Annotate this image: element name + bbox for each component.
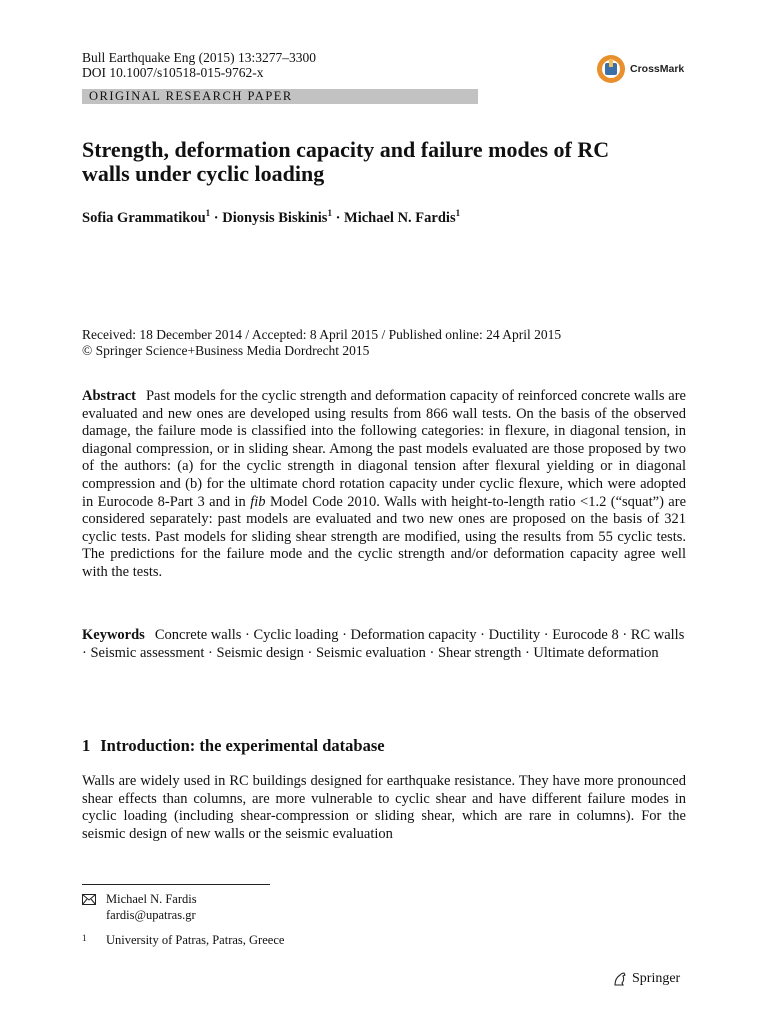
crossmark-badge[interactable] — [596, 53, 692, 85]
paper-title — [82, 138, 682, 186]
keywords-text: Concrete walls · Cyclic loading · Deformation capacity · Ductility · Eurocode 8 · RC walls · Seismic assessment · Seismic design · Seismic evaluation · Shear strength · Ultimate deformation — [82, 627, 685, 661]
corresponding-author-name: Michael N. Fardis — [106, 892, 197, 906]
author-affiliation-mark: 1 — [327, 208, 332, 218]
envelope-icon — [82, 891, 106, 909]
intro-paragraph: Walls are widely used in RC buildings designed for earthquake resistance. They have more pronounced shear effects than columns, are more vulnerable to cyclic shear and have different failure modes in cyclic loading (including shear-compression or sliding shear, which are rare in columns). For the seismic design of new walls or the seismic evaluation — [82, 773, 686, 842]
section-heading — [82, 736, 385, 756]
publication-dates — [82, 327, 561, 359]
article-type-label: ORIGINAL RESEARCH PAPER — [89, 89, 293, 103]
author-name[interactable]: Dionysis Biskinis — [222, 209, 328, 226]
crossmark-label: CrossMark — [630, 63, 685, 75]
author-affiliation-mark: 1 — [205, 208, 211, 218]
footnote-divider — [82, 884, 270, 885]
author-name[interactable]: Michael N. Fardis — [344, 209, 456, 226]
article-type-banner — [82, 89, 478, 104]
dates-line: Received: 18 December 2014 / Accepted: 8 April 2015 / Published online: 24 April 2015 — [82, 327, 562, 342]
author-separator: · — [213, 209, 219, 226]
abstract — [82, 388, 686, 582]
affiliation-text: University of Patras, Patras, Greece — [106, 933, 285, 947]
abstract-text: Past models for the cyclic strength and deformation capacity of reinforced concrete walls are evaluated and new ones are developed using results from 866 wall tests. On the basis of the observed damage, the failure mode is classified into the following categories: in flexure, in diagonal tension, in diagonal compression, or in sliding shear. Among the past models evaluated are those proposed by two of the authors: (a) for the cyclic strength in diagonal tension after flexural yielding or in diagonal compression and (b) for the ultimate chord rotation capacity under cyclic flexure, which were adopted in Eurocode 8-Part 3 and in — [82, 388, 686, 510]
doi-line[interactable]: DOI 10.1007/s10518-015-9762-x — [82, 65, 264, 80]
journal-line: Bull Earthquake Eng (2015) 13:3277–3300 — [82, 50, 316, 65]
publisher-name: Springer — [632, 971, 681, 986]
crossmark-icon — [596, 54, 626, 84]
title-line-1: Strength, deformation capacity and failure modes of RC — [82, 137, 610, 162]
publisher-logo — [612, 971, 680, 987]
title-line-2: walls under cyclic loading — [82, 161, 325, 186]
keywords — [82, 627, 686, 662]
copyright-line: © Springer Science+Business Media Dordrecht 2015 — [82, 343, 370, 358]
abstract-label: Abstract — [82, 388, 136, 404]
section-number: 1 — [82, 736, 91, 755]
section-title: Introduction: the experimental database — [100, 736, 385, 755]
author-separator: · — [335, 209, 341, 226]
corresponding-author-email[interactable]: fardis@upatras.gr — [106, 908, 196, 922]
author-affiliation-mark: 1 — [455, 208, 461, 218]
journal-citation — [82, 50, 316, 80]
springer-horse-icon — [612, 971, 628, 987]
abstract-text-continued: Model Code 2010. Walls with height-to-length ratio <1.2 (“squat”) are considered separately: past models are evaluated and two new ones are proposed on the basis of 321 cyclic tests. Past models for sliding shear strength are modified, using the results from 55 cyclic tests. The predictions for the failure mode and the cyclic strength and/or deformation capacity agree well with the tests. — [82, 493, 687, 580]
abstract-italic-text: fib — [250, 493, 266, 510]
affiliation-number: 1 — [82, 933, 87, 943]
correspondence-block — [82, 891, 284, 948]
author-list — [82, 208, 460, 227]
keywords-label: Keywords — [82, 627, 145, 643]
author-name[interactable]: Sofia Grammatikou — [82, 209, 206, 226]
